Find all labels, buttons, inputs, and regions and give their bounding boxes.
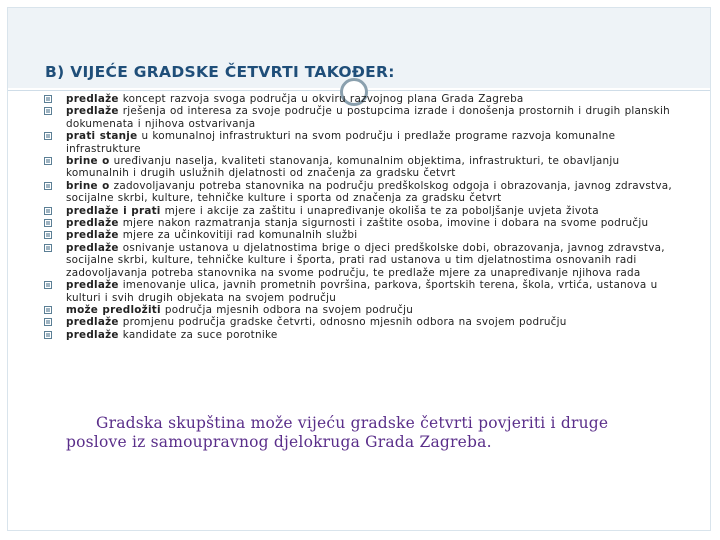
item-keyword: može predložiti <box>66 303 161 316</box>
list-item <box>44 229 684 241</box>
list-item <box>44 329 684 341</box>
square-bullet-icon <box>44 107 52 115</box>
list-item <box>44 180 684 205</box>
list-item <box>44 105 684 130</box>
square-bullet-icon <box>44 219 52 227</box>
list-item <box>44 316 684 328</box>
item-keyword: predlaže <box>66 105 119 118</box>
item-keyword: predlaže <box>66 229 119 242</box>
item-text: mjere za učinkovitiji rad komunalnih službi <box>118 229 358 242</box>
duties-list <box>44 93 684 341</box>
square-bullet-icon <box>44 231 52 239</box>
square-bullet-icon <box>44 318 52 326</box>
list-item <box>44 279 684 304</box>
square-bullet-icon <box>44 182 52 190</box>
item-text: zadovoljavanju potreba stanovnika na području predškolskog odgoja i obrazovanja, javnog zdravstva, socijalne skrbi, kulture, tehničke kulture i sporta od značenja za gradsku četvrt <box>66 179 672 205</box>
item-keyword: brine o <box>66 155 110 168</box>
list-item <box>44 93 684 105</box>
item-text: mjere i akcije za zaštitu i unapređivanje okoliša te za poboljšanje uvjeta života <box>160 204 599 217</box>
item-keyword: predlaže <box>66 93 119 105</box>
list-item <box>44 304 684 316</box>
item-keyword: predlaže <box>66 217 119 230</box>
square-bullet-icon <box>44 331 52 339</box>
square-bullet-icon <box>44 281 52 289</box>
item-text: osnivanje ustanova u djelatnostima brige o djeci predškolske dobi, obrazovanja, javnog zdravstva, socijalne skrbi, kulture, tehničke kulture i športa, prati rad ustanova u tim djelatnostima osnovanih radi zadovoljavanja potreba stanovnika na svome području, te predlaže mjere za unapređivanje njihova rada <box>66 241 665 279</box>
item-keyword: prati stanje <box>66 130 138 143</box>
item-text: rješenja od interesa za svoje područje u postupcima izrade i donošenja prostornih i drugih planskih dokumenata i njihova ostvarivanja <box>66 105 670 130</box>
item-text: promjenu područja gradske četvrti, odnosno mjesnih odbora na svojem području <box>118 316 567 329</box>
item-keyword: predlaže i prati <box>66 204 161 217</box>
item-keyword: predlaže <box>66 328 119 341</box>
square-bullet-icon <box>44 95 52 103</box>
list-item <box>44 205 684 217</box>
item-text: u komunalnoj infrastrukturi na svom području i predlaže programe razvoja komunalne infrastrukture <box>66 130 616 155</box>
square-bullet-icon <box>44 157 52 165</box>
item-text: koncept razvoja svoga područja u okviru razvojnog plana Grada Zagreba <box>118 93 524 105</box>
item-text: mjere nakon razmatranja stanja sigurnosti i zaštite osoba, imovine i dobara na svome području <box>118 217 649 230</box>
item-keyword: brine o <box>66 179 110 192</box>
item-keyword: predlaže <box>66 241 119 254</box>
item-text: imenovanje ulica, javnih prometnih površina, parkova, športskih terena, škola, vrtića, ustanova u kulturi i svih drugih objekata na svojem području <box>66 279 658 304</box>
item-text: područja mjesnih odbora na svojem području <box>160 303 414 316</box>
closing-text: Gradska skupština može vijeću gradske četvrti povjeriti i druge poslove iz samoupravnog djelokruga Grada Zagreba. <box>66 414 609 451</box>
slide-title: B) VIJEĆE GRADSKE ČETVRTI TAKOĐER: <box>45 63 395 81</box>
item-text: kandidate za suce porotnike <box>118 328 278 341</box>
square-bullet-icon <box>44 132 52 140</box>
square-bullet-icon <box>44 207 52 215</box>
list-item <box>44 130 684 155</box>
list-item <box>44 217 684 229</box>
square-bullet-icon <box>44 244 52 252</box>
list-item <box>44 155 684 180</box>
item-keyword: predlaže <box>66 279 119 292</box>
item-text: uređivanju naselja, kvaliteti stanovanja, komunalnim objektima, infrastrukturi, te obavljanju komunalnih i drugih uslužnih djelatnosti od značenja za gradsku četvrt <box>66 155 620 180</box>
square-bullet-icon <box>44 306 52 314</box>
list-item <box>44 242 684 279</box>
item-keyword: predlaže <box>66 316 119 329</box>
